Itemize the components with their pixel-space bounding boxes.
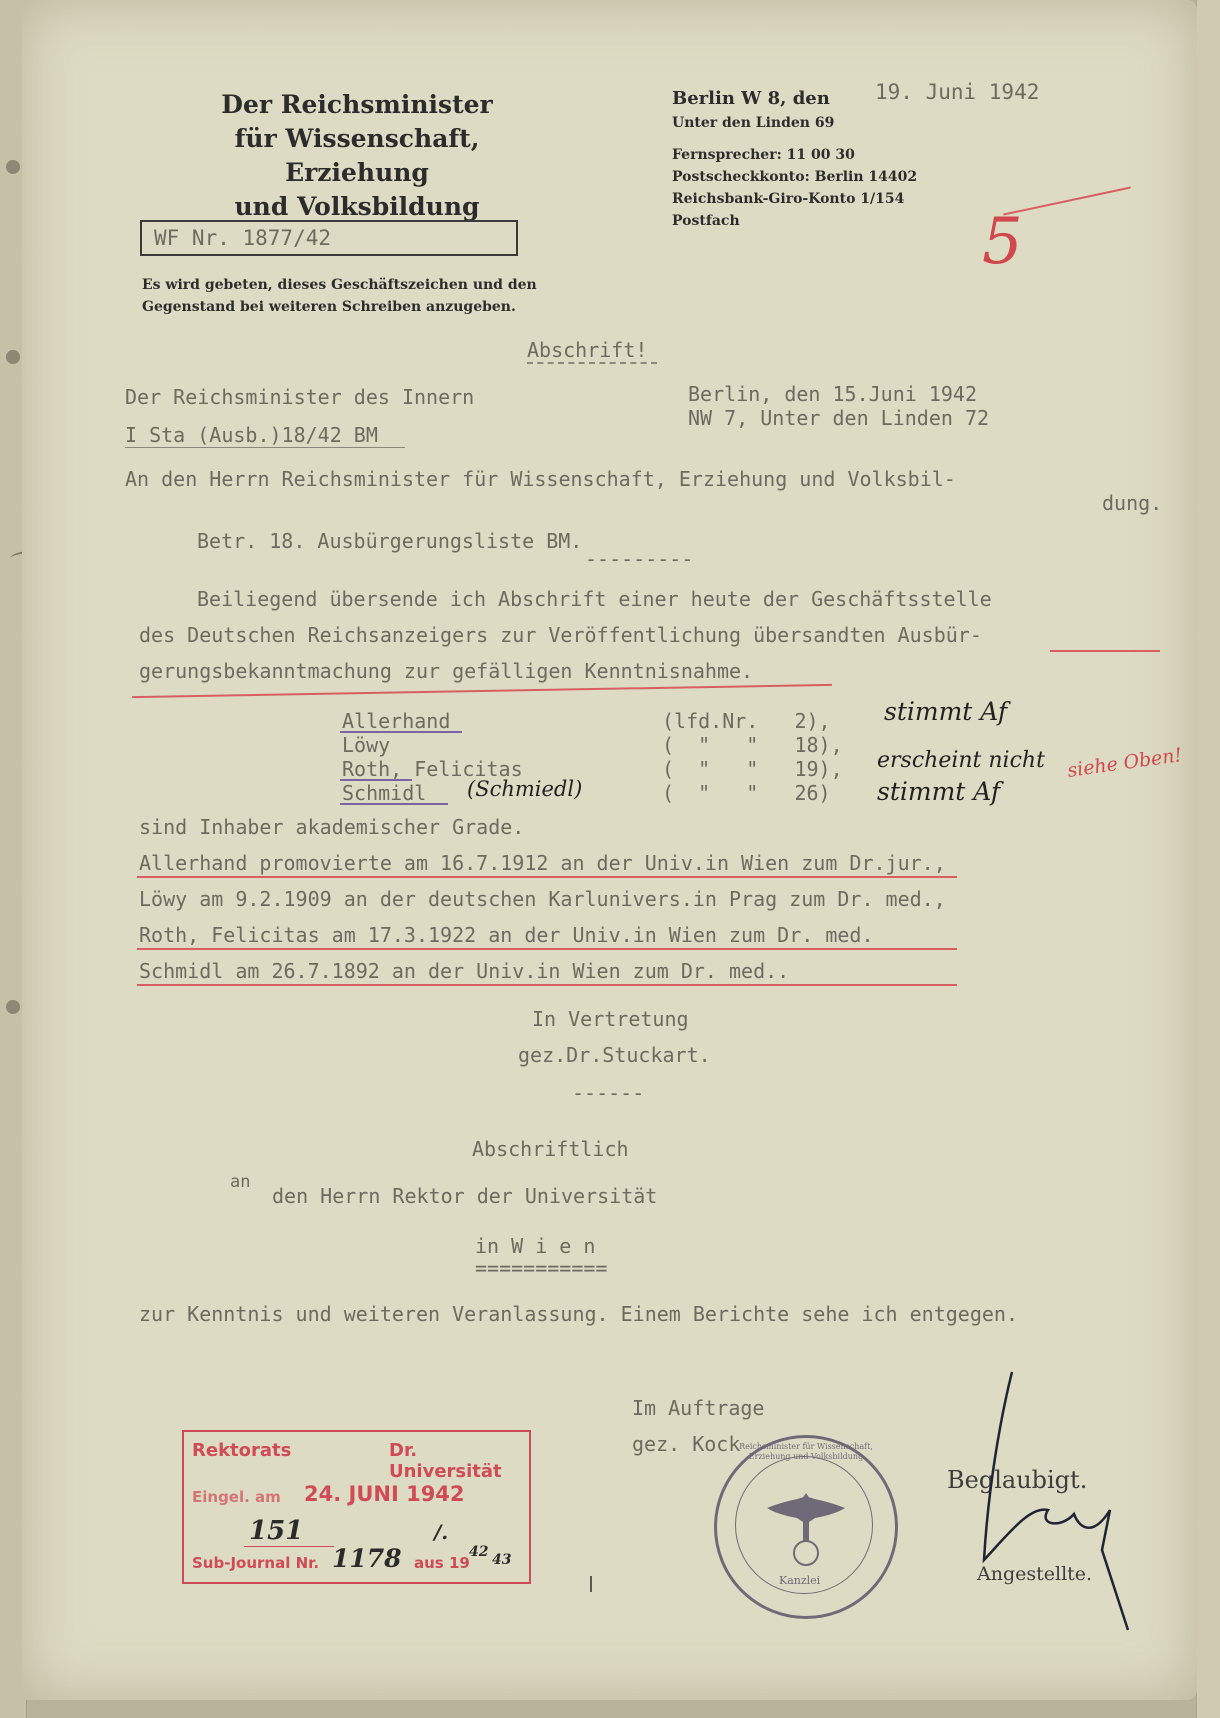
from-line-underline: [125, 447, 405, 448]
sender-block: [672, 86, 917, 232]
received-stamp: [182, 1430, 531, 1584]
person-name-3: Roth, Felicitas: [342, 757, 523, 781]
person-name-1: Allerhand: [342, 709, 451, 733]
street-line: Unter den Linden 69: [672, 115, 835, 131]
from-line-2: I Sta (Ausb.)18/42 BM: [125, 423, 378, 447]
red-underline: [137, 984, 957, 986]
signature-1-line-2: gez.Dr.Stuckart.: [518, 1043, 711, 1067]
person-note-4: stimmt Af: [877, 777, 1001, 806]
eagle-emblem-icon: [717, 1438, 895, 1616]
official-seal: [714, 1435, 898, 1619]
person-ref-3: ( " " 19),: [662, 757, 843, 781]
degrees-line-4: Roth, Felicitas am 17.3.1922 an der Univ.in Wien zum Dr. med.: [139, 923, 874, 947]
punch-hole: [6, 160, 20, 174]
place-line-2: NW 7, Unter den Linden 72: [688, 406, 990, 430]
red-underline: [1050, 650, 1160, 652]
punch-hole: [6, 350, 20, 364]
from-line-1: Der Reichsminister des Innern: [125, 385, 475, 409]
stamp-journal-label: Sub-Journal Nr.: [192, 1554, 320, 1572]
punch-hole: [6, 1000, 20, 1014]
handwritten-signature: [952, 1360, 1132, 1640]
document-page: [22, 0, 1197, 1700]
degrees-line-5: Schmidl am 26.7.1892 an der Univ.in Wien zum Dr. med..: [139, 959, 790, 983]
red-underline: [132, 684, 832, 698]
forward-rule: ===========: [475, 1256, 608, 1280]
purple-underline: [340, 779, 412, 781]
purple-underline: [340, 803, 448, 805]
address-line-1: An den Herrn Reichsminister für Wissenschaft, Erziehung und Volksbil-: [125, 467, 956, 491]
place-line-1: Berlin, den 15.Juni 1942: [688, 382, 977, 406]
red-underline: [137, 948, 957, 950]
person-note-1: stimmt Af: [884, 697, 1008, 726]
body-line-2: des Deutschen Reichsanzeigers zur Veröffentlichung übersandten Ausbür-: [139, 623, 982, 647]
stamp-received-date: 24. JUNI 1942: [304, 1482, 465, 1506]
reichsbank-line: Reichsbank-Giro-Konto 1/154: [672, 191, 905, 207]
reference-note-line-1: Es wird gebeten, dieses Geschäftszeichen und den: [142, 277, 537, 293]
signature-1-rule: ------: [572, 1081, 645, 1105]
body-line-3: gerungsbekanntmachung zur gefälligen Kenntnisnahme.: [139, 659, 754, 683]
stamp-number: 151: [249, 1516, 304, 1546]
forward-an: an: [230, 1172, 251, 1192]
reference-number-box: [140, 220, 518, 256]
reference-number: WF Nr. 1877/42: [154, 226, 332, 250]
stamp-received-label: Eingel. am: [192, 1488, 281, 1506]
person-ref-4: ( " " 26): [662, 781, 831, 805]
reference-note: [142, 274, 562, 318]
forward-line-1: Abschriftlich: [472, 1137, 629, 1161]
stamp-title-left: Rektorats: [192, 1440, 292, 1461]
heading-abschrift: Abschrift!: [527, 338, 648, 362]
margin-number-stroke: [1003, 187, 1131, 216]
reference-note-line-2: Gegenstand bei weiteren Schreiben anzugeben.: [142, 299, 516, 315]
signature-2-line-1: Im Auftrage: [632, 1396, 765, 1420]
letterhead-line-2: für Wissenschaft, Erziehung: [234, 124, 480, 187]
schmidl-handwritten-note: (Schmiedl): [467, 777, 583, 801]
forward-line-2: den Herrn Rektor der Universität: [272, 1184, 658, 1208]
heading-underline: [527, 362, 657, 364]
certification-line-1: Beglaubigt.: [947, 1466, 1088, 1494]
city-line: Berlin W 8, den: [672, 88, 830, 109]
subject-rule: ---------: [585, 547, 694, 571]
postfach-line: Postfach: [672, 213, 740, 229]
degrees-line-3: Löwy am 9.2.1909 an der deutschen Karlunivers.in Prag zum Dr. med.,: [139, 887, 946, 911]
person-name-2: Löwy: [342, 733, 391, 757]
phone-line: Fernsprecher: 11 00 30: [672, 147, 855, 163]
subject-line: Betr. 18. Ausbürgerungsliste BM.: [197, 529, 583, 553]
red-margin-note: siehe Oben!: [1066, 744, 1184, 782]
letter-date: 19. Juni 1942: [875, 80, 1040, 104]
stamp-journal-number: 1178: [332, 1544, 402, 1573]
signature-2-line-2: gez. Kock: [632, 1432, 741, 1456]
address-line-2: dung.: [1102, 491, 1163, 515]
stamp-year-a: 42: [469, 1544, 489, 1560]
seal-bottom-text: Kanzlei: [779, 1574, 821, 1587]
margin-number: 5: [982, 205, 1023, 279]
stamp-fraction: /.: [434, 1520, 449, 1544]
seal-top-text: Reichsminister für Wissenschaft, Erziehung und Volksbildung: [739, 1442, 873, 1461]
pencil-mark: [590, 1576, 592, 1592]
purple-underline: [340, 731, 462, 733]
person-name-4: Schmidl: [342, 781, 427, 805]
signature-1-line-1: In Vertretung: [532, 1007, 689, 1031]
certification-line-2: Angestellte.: [977, 1563, 1093, 1585]
stamp-title-right: Dr. Universität: [389, 1440, 502, 1482]
stamp-year-b: 43: [492, 1552, 512, 1568]
stacked-pages-edge: [1196, 0, 1220, 1718]
person-ref-1: (lfd.Nr. 2),: [662, 709, 831, 733]
letterhead-line-1: Der Reichsminister: [221, 90, 493, 119]
degrees-line-2: Allerhand promovierte am 16.7.1912 an der Univ.in Wien zum Dr.jur.,: [139, 851, 946, 875]
person-ref-2: ( " " 18),: [662, 733, 843, 757]
letterhead-line-3: und Volksbildung: [234, 192, 480, 221]
body-line-1: Beiliegend übersende ich Abschrift einer heute der Geschäftsstelle: [197, 587, 992, 611]
stamp-year-prefix: aus 19: [414, 1554, 470, 1572]
forward-line-3: in W i e n: [475, 1234, 596, 1258]
postscheck-line: Postscheckkonto: Berlin 14402: [672, 169, 918, 185]
person-note-3: erscheint nicht: [877, 748, 1045, 773]
forward-line-4: zur Kenntnis und weiteren Veranlassung. Einem Berichte sehe ich entgegen.: [139, 1302, 1018, 1326]
red-underline: [137, 876, 957, 878]
degrees-line-1: sind Inhaber akademischer Grade.: [139, 815, 525, 839]
letterhead: [192, 88, 522, 224]
stamp-number-rule: [244, 1546, 334, 1547]
